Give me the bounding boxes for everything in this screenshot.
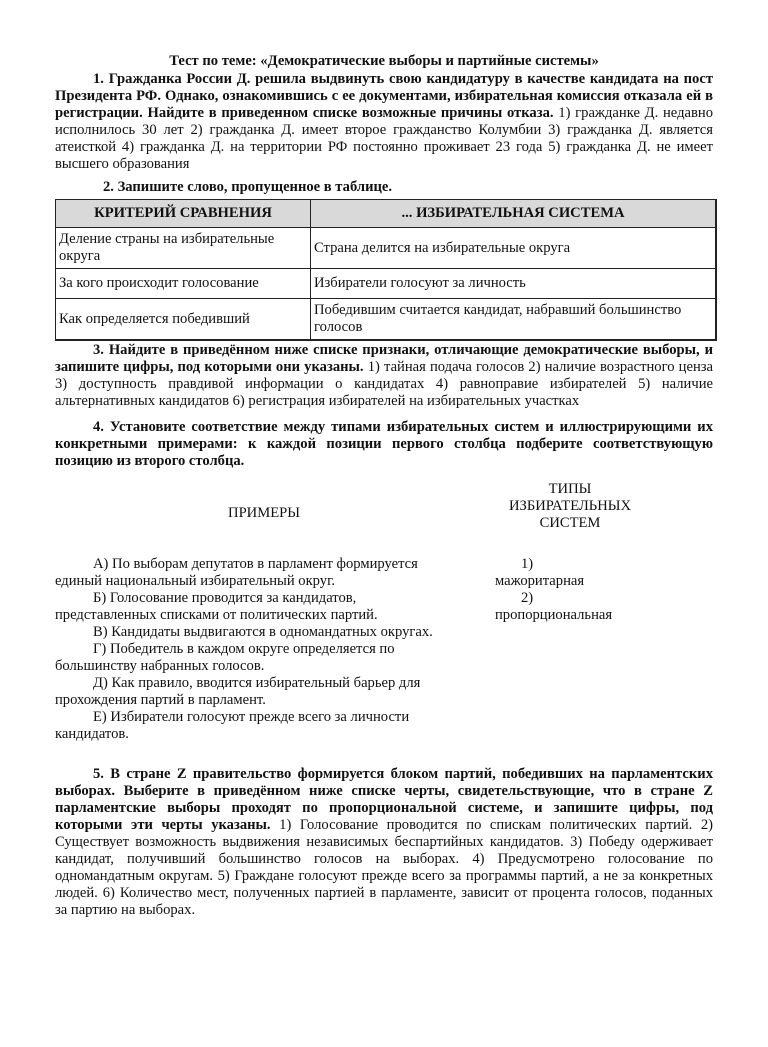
example-item-d: Д) Как правило, вводится избирательный барьер для прохождения партий в парламент. [55,675,421,708]
table-row [56,299,717,341]
example-item-b: Б) Голосование проводится за кандидатов, представленных списками от политических партий. [55,590,378,623]
question-3-prompt: 3. Найдите в приведённом ниже списке признаки, отличающие демократические выборы, и запишите цифры, под которыми они указаны. [55,342,713,375]
question-1 [55,71,713,173]
examples-header: ПРИМЕРЫ [228,505,300,521]
question-1-prompt: 1. Гражданка России Д. решила выдвинуть свою кандидатуру в качестве кандидата на пост Президента РФ. Однако, ознакомившись с ее документами, избирательная комиссия отказала ей в регистрации. Найдите в приведенном списке возможные причины отказа. [55,71,713,121]
table-header-criterion: КРИТЕРИЙ СРАВНЕНИЯ [56,200,311,228]
question-1-options: 1) гражданке Д. недавно исполнилось 30 лет 2) гражданка Д. имеет второе гражданство Колумбии 3) гражданка Д. является атеисткой 4) гражданка Д. на территории РФ постоянно проживает 23 года 5) гражданка Д. не имеет высшего образования [55,105,713,172]
table-cell: Деление страны на избирательные округа [56,228,311,269]
table-cell: Страна делится на избирательные округа [311,228,717,269]
examples-column [55,481,449,743]
types-header-line: ТИПЫ [548,481,592,497]
document-page [0,53,768,919]
table-cell: Избиратели голосуют за личность [311,269,717,299]
type-2-number: 2) [521,590,534,606]
type-2-label: пропорциональная [495,607,613,623]
question-3 [55,342,713,410]
table-row [56,269,717,299]
example-item-e: Е) Избиратели голосуют прежде всего за личности кандидатов. [55,709,410,742]
examples-list [55,556,449,743]
comparison-table [55,199,717,341]
table-cell: Как определяется победивший [56,299,311,341]
types-header-line: ИЗБИРАТЕЛЬНЫХ [509,498,631,514]
question-3-options: 1) тайная подача голосов 2) наличие возрастного ценза 3) доступность правдивой информации о кандидатах 4) равноправие избирателей 5) наличие альтернативных кандидатов 6) регистрация избирателей на избирательных участках [55,359,713,409]
types-column [449,481,645,743]
types-list [495,556,645,624]
example-item-a: А) По выборам депутатов в парламент формируется единый национальный избирательный округ. [55,556,418,589]
document-title: Тест по теме: «Демократические выборы и партийные системы» [169,53,599,69]
table-header-system: ... ИЗБИРАТЕЛЬНАЯ СИСТЕМА [311,200,717,228]
table-cell: Победившим считается кандидат, набравший большинство голосов [311,299,717,341]
matching-section [55,481,713,743]
types-header [495,481,645,547]
example-item-g: Г) Победитель в каждом округе определяется по большинству набранных голосов. [55,641,395,674]
question-2-prompt: 2. Запишите слово, пропущенное в таблице. [103,179,393,195]
type-1-number: 1) [521,556,534,572]
question-4-prompt: 4. Установите соответствие между типами избирательных систем и иллюстрирующими их конкретными примерами: к каждой позиции первого столбца подберите соответствующую позицию из второго столбца. [55,419,713,469]
table-cell: За кого происходит голосование [56,269,311,299]
example-item-v: В) Кандидаты выдвигаются в одномандатных округах. [93,624,433,640]
question-5 [55,766,713,919]
type-1-label: мажоритарная [495,573,585,589]
types-header-line: СИСТЕМ [539,515,601,531]
question-5-options: 1) Голосование проводится по спискам политических партий. 2) Существует возможность выдвижения независимых беспартийных кандидатов. 3) Победу одерживает кандидат, получивший большинство голосов на выборах. 4) Предусмотрено голосование по одномандатным округам. 5) Граждане голосуют прежде всего за программы партий, а не за конкретных людей. 6) Количество мест, полученных партией в парламенте, зависит от процента голосов, поданных за партию на выборах. [55,817,713,918]
table-header-row [56,200,717,228]
question-5-prompt: 5. В стране Z правительство формируется блоком партий, победивших на парламентских выборах. Выберите в приведённом ниже списке черты, свидетельствующие, что в стране Z парламентские выборы проходят по пропорциональной системе, и запишите цифры, под которыми эти черты указаны. [55,766,713,833]
table-row [56,228,717,269]
